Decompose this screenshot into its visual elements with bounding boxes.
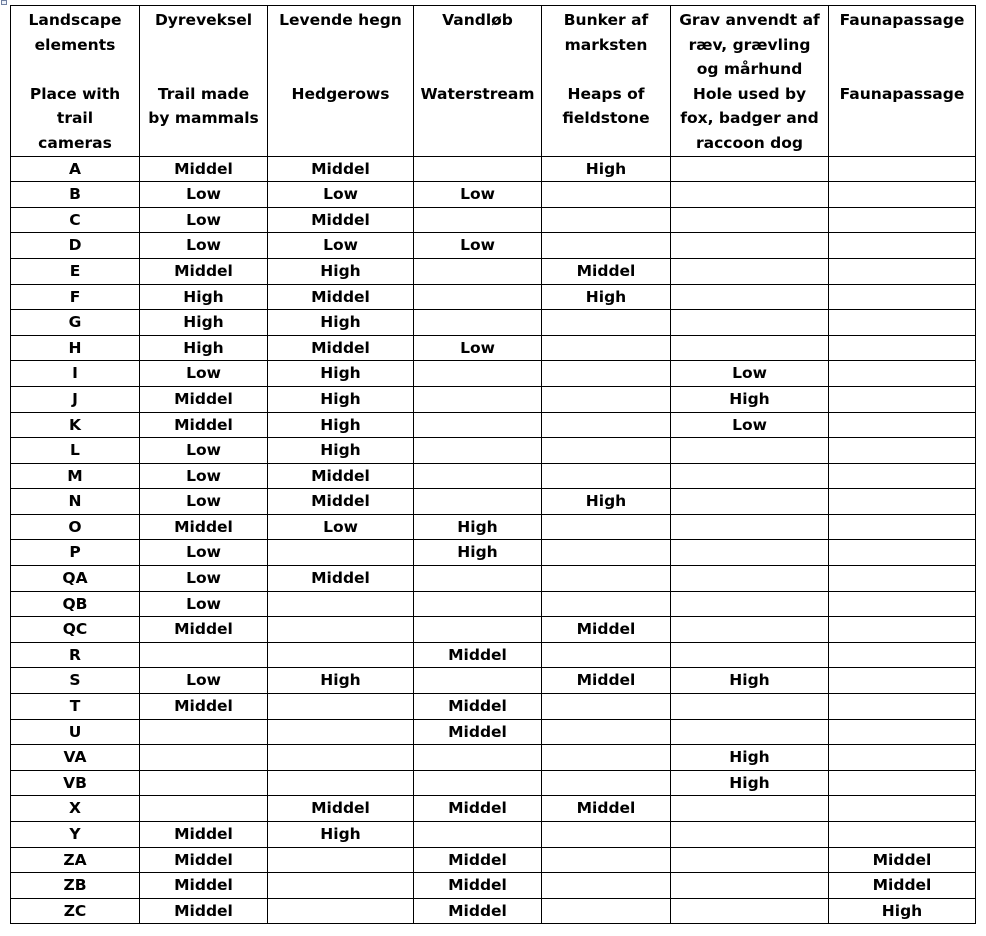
cell-grav bbox=[671, 310, 829, 336]
cell-grav: High bbox=[671, 745, 829, 771]
cell-dyreveksel: Middel bbox=[140, 412, 268, 438]
cell-grav bbox=[671, 540, 829, 566]
header-danish-line: Landscape bbox=[28, 11, 122, 29]
cell-place: T bbox=[11, 694, 140, 720]
cell-place: U bbox=[11, 719, 140, 745]
cell-vandlob: Middel bbox=[414, 796, 542, 822]
cell-dyreveksel: Middel bbox=[140, 617, 268, 643]
header-english-line: Heaps of bbox=[567, 84, 645, 103]
cell-faunapassage bbox=[829, 514, 976, 540]
table-row bbox=[11, 873, 976, 899]
cell-place: B bbox=[11, 182, 140, 208]
cell-dyreveksel: Middel bbox=[140, 847, 268, 873]
cell-vandlob bbox=[414, 207, 542, 233]
cell-faunapassage bbox=[829, 668, 976, 694]
cell-grav bbox=[671, 873, 829, 899]
cell-dyreveksel: High bbox=[140, 310, 268, 336]
header-cell-vandlob bbox=[414, 6, 542, 157]
header-danish-line: og mårhund bbox=[696, 60, 803, 79]
table-row bbox=[11, 540, 976, 566]
table-row bbox=[11, 847, 976, 873]
cell-faunapassage bbox=[829, 719, 976, 745]
cell-levende-hegn: High bbox=[268, 258, 414, 284]
cell-bunker bbox=[542, 412, 671, 438]
cell-vandlob bbox=[414, 463, 542, 489]
cell-levende-hegn bbox=[268, 898, 414, 924]
cell-faunapassage bbox=[829, 412, 976, 438]
cell-vandlob: Low bbox=[414, 335, 542, 361]
cell-place: X bbox=[11, 796, 140, 822]
header-english-line: Waterstream bbox=[420, 84, 535, 103]
table-row bbox=[11, 412, 976, 438]
cell-grav: Low bbox=[671, 361, 829, 387]
cell-levende-hegn: Low bbox=[268, 514, 414, 540]
cell-grav bbox=[671, 438, 829, 464]
cell-dyreveksel bbox=[140, 770, 268, 796]
cell-levende-hegn bbox=[268, 719, 414, 745]
cell-faunapassage bbox=[829, 770, 976, 796]
table-row bbox=[11, 284, 976, 310]
cell-place: VA bbox=[11, 745, 140, 771]
cell-grav bbox=[671, 463, 829, 489]
cell-levende-hegn bbox=[268, 847, 414, 873]
cell-bunker bbox=[542, 386, 671, 412]
cell-place: QA bbox=[11, 566, 140, 592]
header-english-line: fieldstone bbox=[562, 109, 650, 128]
cell-dyreveksel: High bbox=[140, 284, 268, 310]
cell-bunker bbox=[542, 566, 671, 592]
cell-place: F bbox=[11, 284, 140, 310]
cell-place: H bbox=[11, 335, 140, 361]
table-row bbox=[11, 770, 976, 796]
cell-faunapassage bbox=[829, 463, 976, 489]
table-row bbox=[11, 898, 976, 924]
cell-vandlob: Middel bbox=[414, 642, 542, 668]
cell-faunapassage: Middel bbox=[829, 873, 976, 899]
header-english-line: cameras bbox=[38, 133, 112, 152]
header-english-line: Trail made bbox=[157, 84, 250, 103]
cell-bunker bbox=[542, 233, 671, 259]
cell-place: I bbox=[11, 361, 140, 387]
cell-levende-hegn bbox=[268, 873, 414, 899]
cell-faunapassage bbox=[829, 566, 976, 592]
header-danish-line: Faunapassage bbox=[839, 11, 965, 29]
header-danish-line: Levende hegn bbox=[279, 11, 402, 29]
table-row bbox=[11, 591, 976, 617]
cell-grav: Low bbox=[671, 412, 829, 438]
cell-vandlob bbox=[414, 310, 542, 336]
cell-levende-hegn bbox=[268, 770, 414, 796]
cell-grav bbox=[671, 694, 829, 720]
cell-bunker bbox=[542, 745, 671, 771]
cell-dyreveksel: Low bbox=[140, 233, 268, 259]
cell-grav bbox=[671, 898, 829, 924]
cell-faunapassage bbox=[829, 182, 976, 208]
cell-place: K bbox=[11, 412, 140, 438]
header-english-line: Faunapassage bbox=[839, 84, 965, 103]
cell-place: VB bbox=[11, 770, 140, 796]
cell-place: QC bbox=[11, 617, 140, 643]
cell-levende-hegn: High bbox=[268, 361, 414, 387]
table-row bbox=[11, 489, 976, 515]
cell-bunker: High bbox=[542, 156, 671, 182]
cell-grav bbox=[671, 182, 829, 208]
cell-grav bbox=[671, 566, 829, 592]
cell-levende-hegn: High bbox=[268, 310, 414, 336]
cell-dyreveksel: Middel bbox=[140, 156, 268, 182]
cell-bunker bbox=[542, 335, 671, 361]
cell-levende-hegn bbox=[268, 694, 414, 720]
cell-vandlob bbox=[414, 745, 542, 771]
cell-vandlob bbox=[414, 284, 542, 310]
cell-faunapassage bbox=[829, 284, 976, 310]
cell-levende-hegn: Middel bbox=[268, 335, 414, 361]
cell-faunapassage bbox=[829, 745, 976, 771]
cell-levende-hegn bbox=[268, 540, 414, 566]
cell-place: A bbox=[11, 156, 140, 182]
cell-faunapassage bbox=[829, 617, 976, 643]
cell-vandlob bbox=[414, 566, 542, 592]
cell-dyreveksel: Low bbox=[140, 463, 268, 489]
cell-place: C bbox=[11, 207, 140, 233]
cell-vandlob: High bbox=[414, 540, 542, 566]
cell-faunapassage bbox=[829, 489, 976, 515]
cell-grav bbox=[671, 489, 829, 515]
cell-dyreveksel bbox=[140, 796, 268, 822]
cell-vandlob: Middel bbox=[414, 898, 542, 924]
cell-place: E bbox=[11, 258, 140, 284]
cell-place: Y bbox=[11, 822, 140, 848]
cell-grav bbox=[671, 847, 829, 873]
cell-place: D bbox=[11, 233, 140, 259]
cell-grav bbox=[671, 822, 829, 848]
cell-faunapassage bbox=[829, 386, 976, 412]
header-english-line: trail bbox=[56, 109, 94, 128]
cell-vandlob: Middel bbox=[414, 694, 542, 720]
cell-faunapassage bbox=[829, 540, 976, 566]
cell-levende-hegn: Middel bbox=[268, 156, 414, 182]
cell-grav bbox=[671, 617, 829, 643]
table-row bbox=[11, 258, 976, 284]
cell-place: M bbox=[11, 463, 140, 489]
cell-faunapassage bbox=[829, 694, 976, 720]
cell-vandlob: Middel bbox=[414, 847, 542, 873]
cell-place: J bbox=[11, 386, 140, 412]
cell-faunapassage bbox=[829, 258, 976, 284]
cell-grav bbox=[671, 514, 829, 540]
cell-bunker: High bbox=[542, 284, 671, 310]
cell-grav bbox=[671, 796, 829, 822]
cell-vandlob: Middel bbox=[414, 873, 542, 899]
cell-vandlob bbox=[414, 412, 542, 438]
cell-faunapassage bbox=[829, 156, 976, 182]
cell-bunker bbox=[542, 847, 671, 873]
cell-faunapassage bbox=[829, 591, 976, 617]
cell-faunapassage: Middel bbox=[829, 847, 976, 873]
cell-bunker bbox=[542, 438, 671, 464]
header-danish-line: ræv, grævling bbox=[688, 35, 811, 54]
table-row bbox=[11, 463, 976, 489]
table-row bbox=[11, 361, 976, 387]
cell-levende-hegn: Middel bbox=[268, 207, 414, 233]
header-english-line: by mammals bbox=[148, 109, 259, 128]
cell-vandlob: Middel bbox=[414, 719, 542, 745]
table-row bbox=[11, 694, 976, 720]
cell-dyreveksel: Low bbox=[140, 668, 268, 694]
cell-place: QB bbox=[11, 591, 140, 617]
cell-vandlob: Low bbox=[414, 182, 542, 208]
cell-bunker bbox=[542, 591, 671, 617]
cell-dyreveksel: Middel bbox=[140, 694, 268, 720]
cell-place: L bbox=[11, 438, 140, 464]
cell-bunker bbox=[542, 463, 671, 489]
table-row bbox=[11, 668, 976, 694]
header-danish-line: elements bbox=[34, 35, 116, 54]
cell-grav bbox=[671, 156, 829, 182]
table-body bbox=[11, 156, 976, 924]
table-row bbox=[11, 182, 976, 208]
cell-place: ZB bbox=[11, 873, 140, 899]
cell-vandlob bbox=[414, 617, 542, 643]
cell-grav bbox=[671, 591, 829, 617]
cell-bunker: Middel bbox=[542, 668, 671, 694]
cell-vandlob: High bbox=[414, 514, 542, 540]
table-row bbox=[11, 386, 976, 412]
cell-grav bbox=[671, 284, 829, 310]
cell-grav bbox=[671, 642, 829, 668]
header-english-line: raccoon dog bbox=[695, 133, 804, 152]
cell-place: R bbox=[11, 642, 140, 668]
header-english-line: Hedgerows bbox=[291, 84, 390, 103]
header-danish-line: marksten bbox=[564, 35, 648, 54]
cell-dyreveksel: Middel bbox=[140, 386, 268, 412]
cell-vandlob: Low bbox=[414, 233, 542, 259]
cell-faunapassage bbox=[829, 335, 976, 361]
cell-dyreveksel: Middel bbox=[140, 822, 268, 848]
table-row bbox=[11, 335, 976, 361]
header-cell-bunker-af-marksten bbox=[542, 6, 671, 157]
cell-levende-hegn bbox=[268, 617, 414, 643]
cell-bunker bbox=[542, 642, 671, 668]
cell-bunker: Middel bbox=[542, 617, 671, 643]
cell-levende-hegn: Middel bbox=[268, 796, 414, 822]
table-row bbox=[11, 310, 976, 336]
cell-faunapassage bbox=[829, 233, 976, 259]
cell-dyreveksel bbox=[140, 745, 268, 771]
table-row bbox=[11, 566, 976, 592]
header-danish-line: Vandløb bbox=[442, 11, 513, 29]
cell-levende-hegn: Low bbox=[268, 182, 414, 208]
cell-levende-hegn: Middel bbox=[268, 463, 414, 489]
cell-levende-hegn: High bbox=[268, 822, 414, 848]
cell-grav bbox=[671, 719, 829, 745]
cell-grav bbox=[671, 233, 829, 259]
cell-grav bbox=[671, 258, 829, 284]
cell-place: O bbox=[11, 514, 140, 540]
cell-levende-hegn: High bbox=[268, 668, 414, 694]
table-row bbox=[11, 156, 976, 182]
cell-vandlob bbox=[414, 156, 542, 182]
cell-place: ZA bbox=[11, 847, 140, 873]
cell-bunker bbox=[542, 310, 671, 336]
cell-place: S bbox=[11, 668, 140, 694]
header-cell-grav bbox=[671, 6, 829, 157]
cell-bunker bbox=[542, 770, 671, 796]
header-danish-line: Grav anvendt af bbox=[679, 11, 820, 29]
cell-dyreveksel: Low bbox=[140, 489, 268, 515]
cell-faunapassage: High bbox=[829, 898, 976, 924]
cell-place: ZC bbox=[11, 898, 140, 924]
cell-bunker bbox=[542, 873, 671, 899]
cell-dyreveksel: Middel bbox=[140, 898, 268, 924]
cell-faunapassage bbox=[829, 310, 976, 336]
header-row bbox=[11, 6, 976, 157]
cell-bunker bbox=[542, 514, 671, 540]
table-row bbox=[11, 745, 976, 771]
cell-vandlob bbox=[414, 386, 542, 412]
cell-bunker bbox=[542, 898, 671, 924]
cell-faunapassage bbox=[829, 438, 976, 464]
cell-dyreveksel: Low bbox=[140, 438, 268, 464]
cell-levende-hegn: Middel bbox=[268, 566, 414, 592]
object-anchor-icon bbox=[1, 0, 7, 5]
header-cell-faunapassage bbox=[829, 6, 976, 157]
cell-place: P bbox=[11, 540, 140, 566]
cell-bunker: Middel bbox=[542, 796, 671, 822]
header-cell-dyreveksel bbox=[140, 6, 268, 157]
cell-dyreveksel: Low bbox=[140, 566, 268, 592]
cell-dyreveksel bbox=[140, 719, 268, 745]
table-row bbox=[11, 514, 976, 540]
table-row bbox=[11, 642, 976, 668]
cell-dyreveksel: Low bbox=[140, 540, 268, 566]
cell-dyreveksel: Low bbox=[140, 182, 268, 208]
cell-levende-hegn: Middel bbox=[268, 489, 414, 515]
cell-place: N bbox=[11, 489, 140, 515]
cell-levende-hegn: High bbox=[268, 438, 414, 464]
cell-levende-hegn bbox=[268, 642, 414, 668]
cell-vandlob bbox=[414, 591, 542, 617]
table-row bbox=[11, 233, 976, 259]
cell-bunker bbox=[542, 719, 671, 745]
cell-grav bbox=[671, 207, 829, 233]
cell-vandlob bbox=[414, 489, 542, 515]
cell-bunker bbox=[542, 207, 671, 233]
cell-levende-hegn: High bbox=[268, 412, 414, 438]
cell-grav: High bbox=[671, 770, 829, 796]
cell-bunker bbox=[542, 182, 671, 208]
cell-dyreveksel: Middel bbox=[140, 514, 268, 540]
cell-vandlob bbox=[414, 258, 542, 284]
cell-bunker bbox=[542, 694, 671, 720]
cell-dyreveksel: Low bbox=[140, 591, 268, 617]
cell-faunapassage bbox=[829, 207, 976, 233]
table-row bbox=[11, 617, 976, 643]
cell-levende-hegn bbox=[268, 591, 414, 617]
cell-bunker: Middel bbox=[542, 258, 671, 284]
cell-vandlob bbox=[414, 822, 542, 848]
cell-vandlob bbox=[414, 668, 542, 694]
cell-faunapassage bbox=[829, 822, 976, 848]
cell-bunker: High bbox=[542, 489, 671, 515]
table-row bbox=[11, 438, 976, 464]
cell-grav bbox=[671, 335, 829, 361]
cell-dyreveksel: Middel bbox=[140, 258, 268, 284]
header-danish-line: Bunker af bbox=[563, 11, 649, 29]
header-english-line: Hole used by bbox=[692, 84, 807, 103]
cell-dyreveksel bbox=[140, 642, 268, 668]
cell-levende-hegn: Middel bbox=[268, 284, 414, 310]
cell-levende-hegn: High bbox=[268, 386, 414, 412]
cell-vandlob bbox=[414, 438, 542, 464]
table-row bbox=[11, 719, 976, 745]
cell-dyreveksel: Low bbox=[140, 361, 268, 387]
cell-faunapassage bbox=[829, 361, 976, 387]
header-danish-line: Dyreveksel bbox=[154, 11, 253, 29]
cell-grav: High bbox=[671, 668, 829, 694]
cell-vandlob bbox=[414, 770, 542, 796]
cell-faunapassage bbox=[829, 796, 976, 822]
cell-levende-hegn: Low bbox=[268, 233, 414, 259]
cell-bunker bbox=[542, 540, 671, 566]
cell-bunker bbox=[542, 361, 671, 387]
header-cell-landscape-elements bbox=[11, 6, 140, 157]
cell-dyreveksel: Low bbox=[140, 207, 268, 233]
cell-dyreveksel: Middel bbox=[140, 873, 268, 899]
cell-place: G bbox=[11, 310, 140, 336]
header-cell-levende-hegn bbox=[268, 6, 414, 157]
landscape-elements-table bbox=[10, 5, 976, 924]
cell-vandlob bbox=[414, 361, 542, 387]
cell-grav: High bbox=[671, 386, 829, 412]
header-english-line: Place with bbox=[29, 84, 121, 103]
table-row bbox=[11, 822, 976, 848]
table-row bbox=[11, 207, 976, 233]
header-english-line: fox, badger and bbox=[680, 109, 819, 128]
table-row bbox=[11, 796, 976, 822]
cell-dyreveksel: High bbox=[140, 335, 268, 361]
cell-bunker bbox=[542, 822, 671, 848]
cell-levende-hegn bbox=[268, 745, 414, 771]
cell-faunapassage bbox=[829, 642, 976, 668]
